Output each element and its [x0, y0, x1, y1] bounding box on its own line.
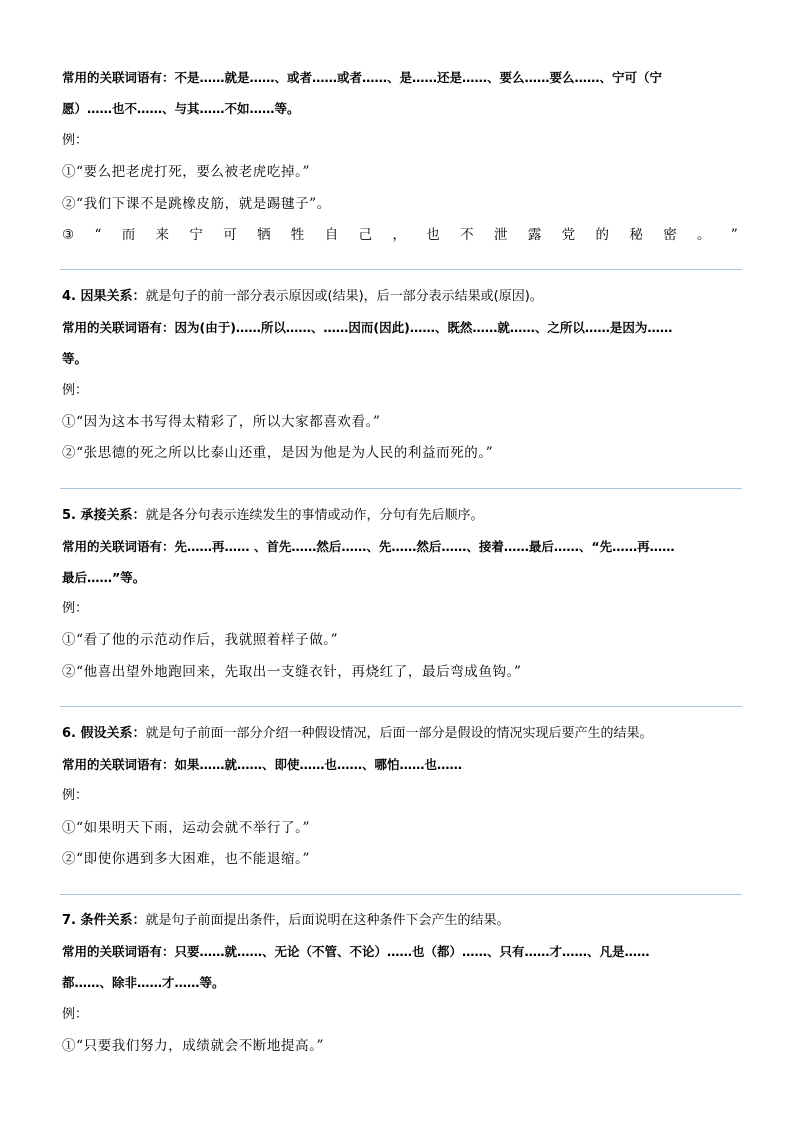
- section5-connectives-line2: 最后……”等。: [62, 570, 146, 585]
- section7-title: 7. 条件关系：: [62, 913, 146, 928]
- section-divider: [60, 706, 742, 707]
- example-3-char: 露: [527, 227, 542, 243]
- section6-connectives-line1: 常用的关联词语有：如果……就……、即使……也……、哪怕……也……: [62, 757, 463, 772]
- section7-connectives-line1: 常用的关联词语有：只要……就……、无论（不管、不论）……也（都）……、只有……才……、凡是……: [62, 944, 650, 959]
- example-3-char: 。: [697, 227, 711, 243]
- section3-connectives-line2: 愿）……也不……、与其……不如……等。: [62, 101, 300, 116]
- section7-example-1: ①“只要我们努力，成绩就会不断地提高。”: [62, 1038, 325, 1054]
- section6-heading-line: [62, 724, 653, 744]
- section4-connectives-line2: 等。: [62, 351, 88, 366]
- section3-example-2: ②“我们下课不是跳橡皮筋，就是踢毽子”。: [62, 196, 331, 212]
- section3-example-label: 例：: [62, 133, 89, 148]
- section-divider: [60, 894, 742, 895]
- section6-example-1: ①“如果明天下雨，运动会就不举行了。”: [62, 820, 310, 836]
- example-3-char: 的: [595, 227, 610, 243]
- section5-example-1: ①“看了他的示范动作后，我就照着样子做。”: [62, 632, 339, 648]
- example-3-char: 秘: [629, 227, 643, 243]
- example-3-char: 也: [426, 227, 440, 243]
- section5-title: 5. 承接关系：: [62, 508, 146, 523]
- example-3-char: 密: [663, 227, 677, 243]
- section3-example-3: [62, 225, 738, 245]
- section6-example-2: ②“即使你遇到多大困难，也不能退缩。”: [62, 851, 310, 867]
- section6-title: 6. 假设关系：: [62, 726, 146, 741]
- example-3-char: 泄: [493, 227, 508, 243]
- section7-heading-line: [62, 911, 510, 931]
- section5-example-label: 例：: [62, 601, 89, 616]
- section7-definition: 就是句子前面提出条件，后面说明在这种条件下会产生的结果。: [145, 913, 510, 928]
- example-3-char: 党: [561, 227, 576, 243]
- section4-example-2: ②“张思德的死之所以比泰山还重，是因为他是为人民的利益而死的。”: [62, 445, 494, 461]
- section4-connectives-line1: 常用的关联词语有：因为(由于)……所以……、……因而(因此)……、既然……就……、之所以……是因为……: [62, 320, 673, 335]
- section3-example-1: ①“要么把老虎打死，要么被老虎吃掉。”: [62, 164, 310, 180]
- example-3-char: 可: [223, 227, 237, 243]
- section6-example-label: 例：: [62, 788, 89, 803]
- section5-example-2: ②“他喜出望外地跑回来，先取出一支缝衣针，再烧红了，最后弯成鱼钩。”: [62, 664, 522, 680]
- section5-connectives-line1: 常用的关联词语有：先……再…… 、首先……然后……、先……然后……、接着……最后……、“先……再……: [62, 539, 675, 554]
- example-3-char: ③: [62, 227, 75, 243]
- section4-definition: 就是句子的前一部分表示原因或(结果)，后一部分表示结果或(原因)。: [145, 289, 543, 304]
- section4-example-1: ①“因为这本书写得太精彩了，所以大家都喜欢看。”: [62, 414, 381, 430]
- example-3-char: 宁: [189, 227, 203, 243]
- example-3-char: 牲: [290, 227, 305, 243]
- example-3-char: 不: [460, 227, 474, 243]
- section4-title: 4. 因果关系：: [62, 289, 146, 304]
- section7-connectives-line2: 都……、除非……才……等。: [62, 975, 225, 990]
- section7-example-label: 例：: [62, 1007, 89, 1022]
- example-3-char: 来: [155, 227, 170, 243]
- section5-heading-line: [62, 506, 484, 526]
- section4-heading-line: [62, 287, 543, 307]
- example-3-char: 而: [121, 227, 136, 243]
- section4-example-label: 例：: [62, 383, 89, 398]
- section6-definition: 就是句子前面一部分介绍一种假设情况，后面一部分是假设的情况实现后要产生的结果。: [145, 726, 653, 741]
- example-3-char: 己: [358, 227, 373, 243]
- example-3-char: 牺: [257, 227, 271, 243]
- example-3-char: ，: [392, 227, 406, 243]
- example-3-char: ”: [730, 227, 738, 243]
- section5-definition: 就是各分句表示连续发生的事情或动作，分句有先后顺序。: [145, 508, 484, 523]
- example-3-char: 自: [324, 227, 339, 243]
- section-divider: [60, 488, 742, 489]
- section-divider: [60, 269, 742, 270]
- section3-connectives-line1: 常用的关联词语有：不是……就是……、或者……或者……、是……还是……、要么……要么……、宁可（宁: [62, 70, 663, 85]
- example-3-char: “: [94, 227, 102, 243]
